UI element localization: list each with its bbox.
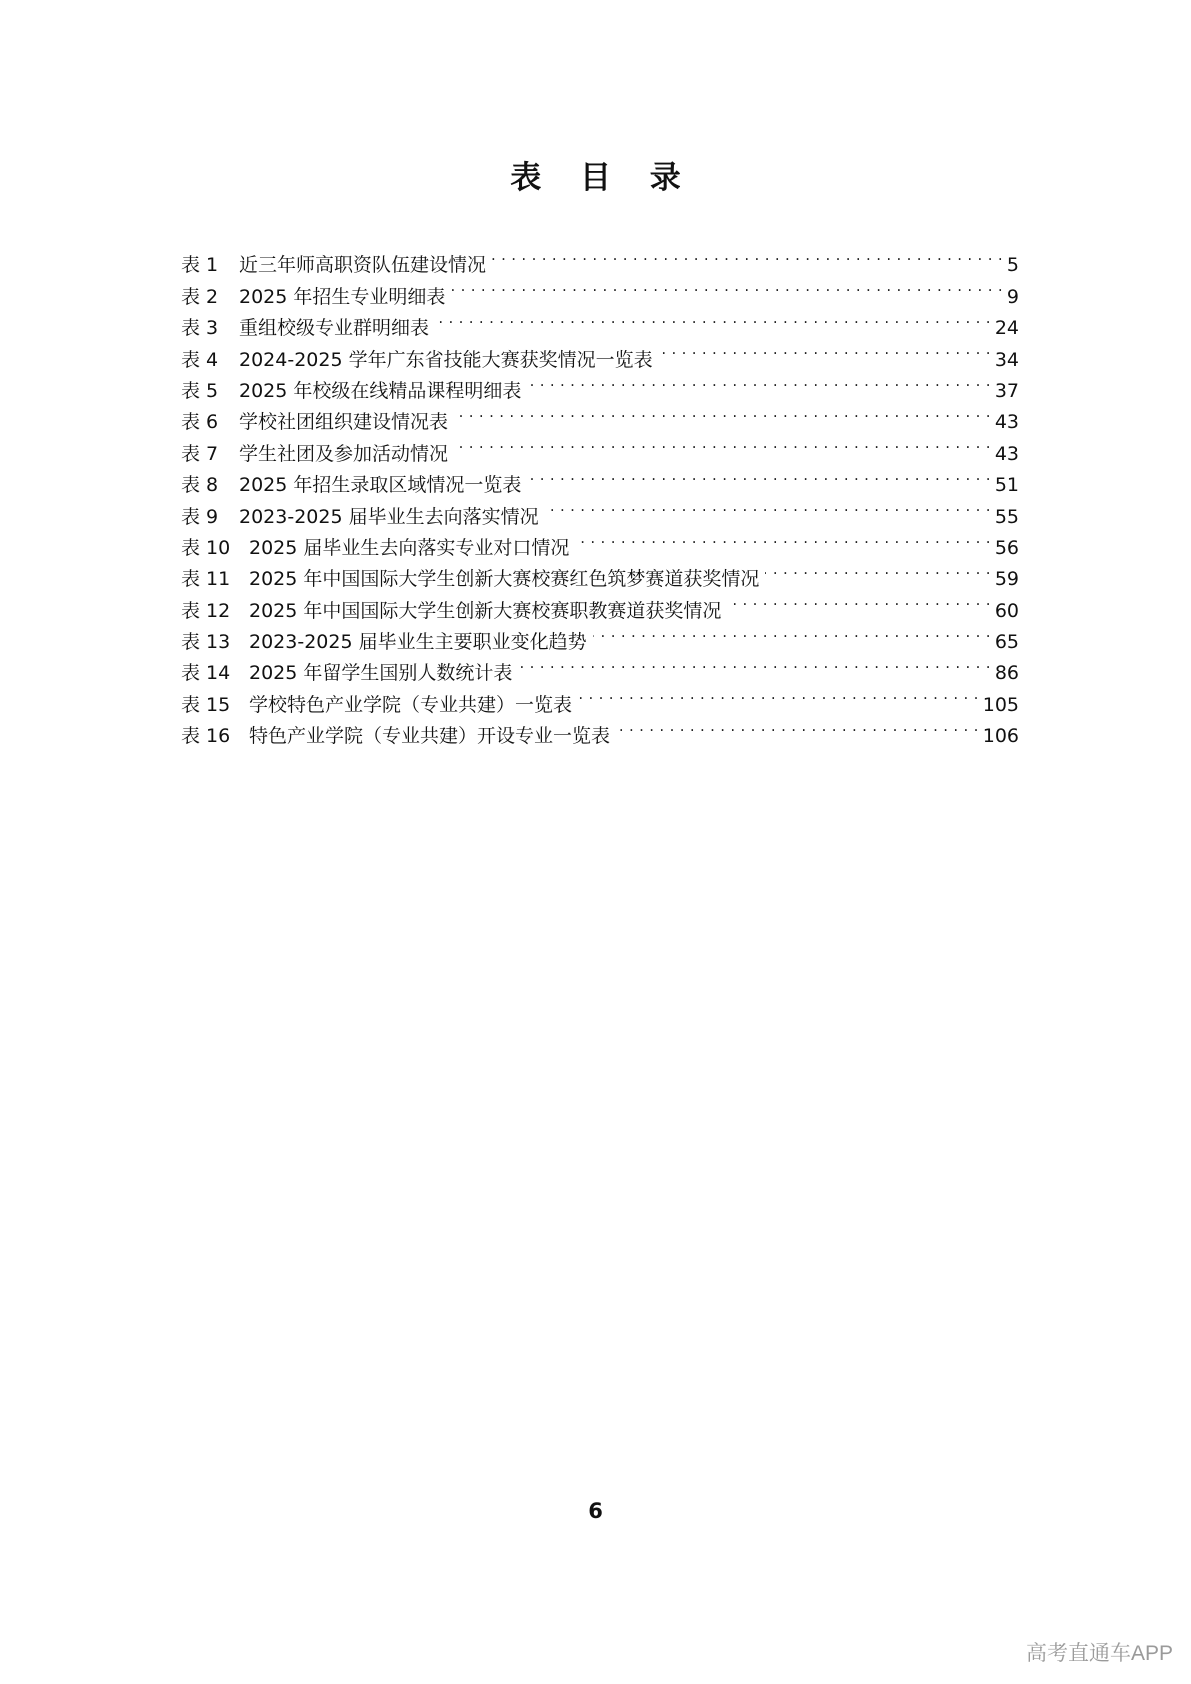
toc-entry-number: 表 11 xyxy=(181,568,231,591)
toc-entry-page: 43 xyxy=(994,442,1019,465)
toc-entry-number: 表 10 xyxy=(181,536,231,559)
toc-entry-title: 近三年师高职资队伍建设情况 xyxy=(239,254,487,277)
toc-entry-page: 60 xyxy=(994,599,1019,622)
toc-entry-number: 表 12 xyxy=(181,599,231,622)
toc-entry-page: 106 xyxy=(982,725,1019,748)
toc-entry-page: 105 xyxy=(982,693,1019,716)
toc-entry-title: 2025 届毕业生去向落实专业对口情况 xyxy=(249,536,570,559)
toc-entry-page: 55 xyxy=(994,505,1019,528)
toc-entry-page: 65 xyxy=(994,631,1019,654)
toc-entry-page: 56 xyxy=(994,536,1019,559)
toc-entry-page: 5 xyxy=(1006,254,1019,277)
toc-entry-page: 9 xyxy=(1006,285,1019,308)
toc-entry-number: 表 9 xyxy=(181,505,219,528)
toc-leader-dots xyxy=(578,679,979,710)
toc-leader-dots xyxy=(545,491,991,522)
toc-entry-page: 86 xyxy=(994,662,1019,685)
toc-leader-dots xyxy=(575,523,990,554)
toc-leader-dots xyxy=(527,366,990,397)
toc-entry-title: 2023-2025 届毕业生去向落实情况 xyxy=(239,505,539,528)
toc-leader-dots xyxy=(616,711,979,742)
toc-entry-title: 特色产业学院（专业共建）开设专业一览表 xyxy=(249,725,611,748)
toc-entry-number: 表 13 xyxy=(181,631,231,654)
toc-leader-dots xyxy=(435,303,991,334)
toc-leader-dots xyxy=(727,585,990,616)
toc-entry-number: 表 4 xyxy=(181,348,219,371)
toc-entry-number: 表 8 xyxy=(181,474,219,497)
toc-entry-number: 表 15 xyxy=(181,693,231,716)
toc-entry-title: 重组校级专业群明细表 xyxy=(239,317,430,340)
toc-entry-page: 59 xyxy=(994,568,1019,591)
toc-leader-dots xyxy=(451,271,1003,302)
toc-entry-number: 表 14 xyxy=(181,662,231,685)
toc-entry-number: 表 1 xyxy=(181,254,219,277)
toc-entry[interactable] xyxy=(181,240,1019,277)
toc-leader-dots xyxy=(659,334,991,365)
toc-entry-title: 2025 年中国国际大学生创新大赛校赛职教赛道获奖情况 xyxy=(249,599,722,622)
page-title: 表 目 录 xyxy=(510,160,695,196)
toc-entry-title: 学校特色产业学院（专业共建）一览表 xyxy=(249,693,573,716)
page-number: 6 xyxy=(588,1499,603,1523)
toc-entry-title: 学生社团及参加活动情况 xyxy=(239,442,449,465)
toc-entry-title: 2025 年招生专业明细表 xyxy=(239,285,446,308)
toc-entry-title: 2025 年校级在线精品课程明细表 xyxy=(239,379,522,402)
toc-entry-number: 表 5 xyxy=(181,379,219,402)
toc-leader-dots xyxy=(454,397,991,428)
toc-leader-dots xyxy=(527,460,990,491)
toc-entry-number: 表 6 xyxy=(181,411,219,434)
watermark: 高考直通车APP xyxy=(1025,1642,1173,1665)
toc-entry-number: 表 3 xyxy=(181,317,219,340)
table-of-tables xyxy=(181,240,1019,748)
toc-leader-dots xyxy=(492,240,1003,271)
toc-entry-number: 表 2 xyxy=(181,285,219,308)
toc-leader-dots xyxy=(518,648,990,679)
toc-entry-title: 学校社团组织建设情况表 xyxy=(239,411,449,434)
toc-entry-title: 2025 年招生录取区域情况一览表 xyxy=(239,474,522,497)
toc-entry-page: 34 xyxy=(994,348,1019,371)
toc-entry-page: 37 xyxy=(994,379,1019,402)
toc-entry-title: 2025 年中国国际大学生创新大赛校赛红色筑梦赛道获奖情况 xyxy=(249,568,760,591)
toc-entry-title: 2024-2025 学年广东省技能大赛获奖情况一览表 xyxy=(239,348,653,371)
toc-entry-title: 2023-2025 届毕业生主要职业变化趋势 xyxy=(249,631,587,654)
toc-entry-number: 表 7 xyxy=(181,442,219,465)
toc-entry-title: 2025 年留学生国别人数统计表 xyxy=(249,662,513,685)
toc-entry-page: 51 xyxy=(994,474,1019,497)
toc-leader-dots xyxy=(765,554,990,585)
toc-entry-page: 43 xyxy=(994,411,1019,434)
toc-leader-dots xyxy=(593,617,991,648)
toc-entry-page: 24 xyxy=(994,317,1019,340)
toc-leader-dots xyxy=(454,428,991,459)
toc-entry-number: 表 16 xyxy=(181,725,231,748)
